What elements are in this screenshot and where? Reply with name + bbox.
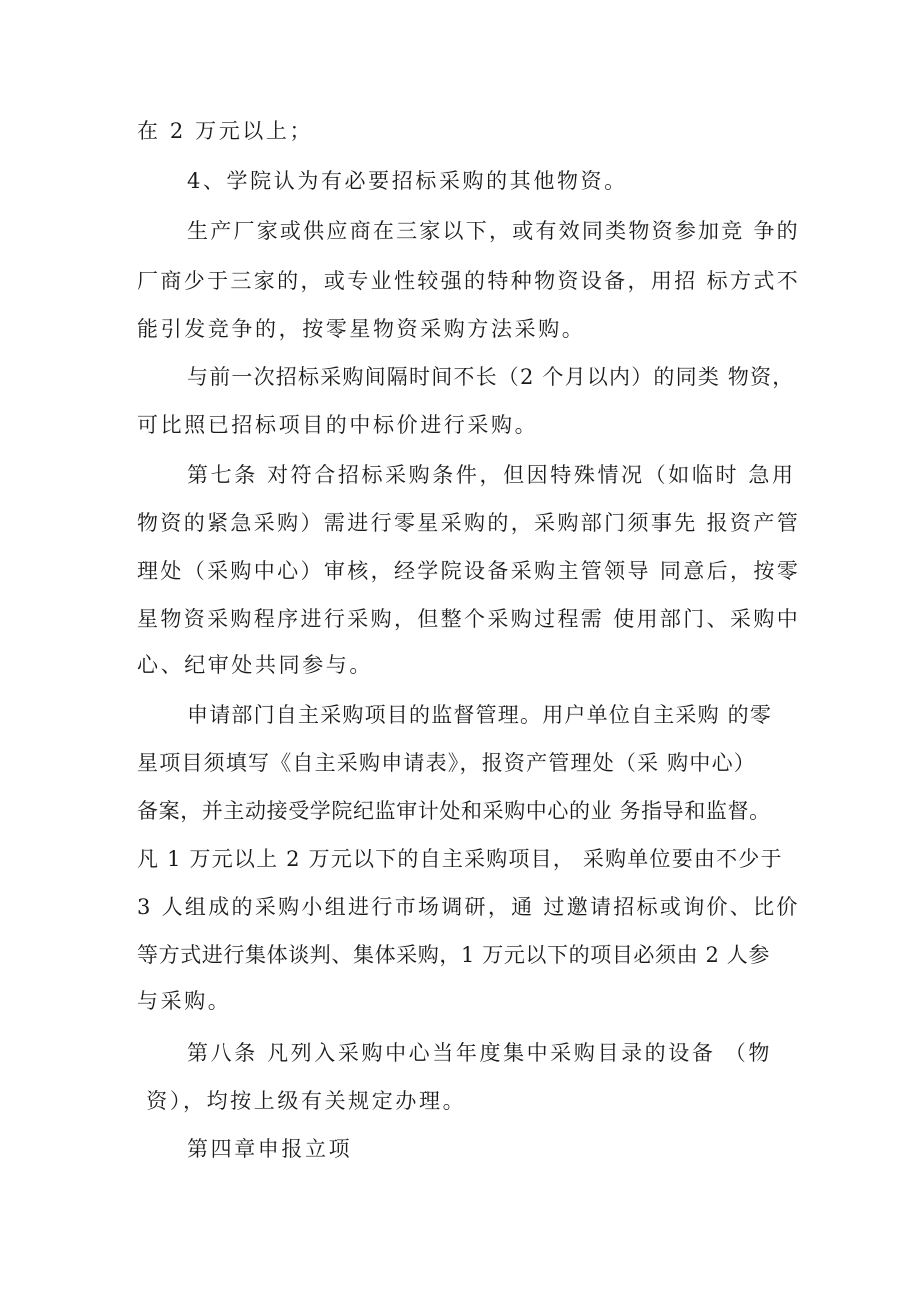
text-line: 在 2 万元以上； (137, 119, 314, 143)
text-line: 星项目须填写《自主采购申请表》，报资产管理处（采 购中心） (137, 751, 756, 775)
text-line: 心、纪审处共同参与。 (137, 653, 373, 677)
text-line: 凡 1 万元以上 2 万元以下的自主采购项目， 采购单位要由不少于 (137, 847, 783, 871)
text-line: 4、学院认为有必要招标采购的其他物资。 (187, 169, 628, 193)
text-line: 第七条 对符合招标采购条件，但因特殊情况（如临时 急用 (187, 463, 796, 487)
text-line: 生产厂家或供应商在三家以下，或有效同类物资参加竞 争的 (187, 219, 800, 243)
section-heading: 第四章申报立项 (187, 1137, 353, 1161)
text-line: 能引发竞争的，按零星物资采购方法采购。 (137, 317, 586, 341)
text-line: 等方式进行集体谈判、集体采购，1 万元以下的项目必须由 2 人参 (137, 943, 770, 967)
text-line: 与前一次招标采购间隔时间不长（2 个月以内）的同类 物资， (187, 365, 795, 389)
text-line: 申请部门自主采购项目的监督管理。用户单位自主采购 的零 (187, 703, 773, 727)
text-line: 3 人组成的采购小组进行市场调研，通 过邀请招标或询价、比价 (137, 895, 800, 919)
text-line: 可比照已招标项目的中标价进行采购。 (137, 413, 539, 437)
text-line: 理处（采购中心）审核，经学院设备采购主管领导 同意后，按零 (137, 559, 801, 583)
text-line: 资），均按上级有关规定办理。 (137, 1089, 467, 1113)
text-line: 第八条 凡列入采购中心当年度集中采购目录的设备 （物 (187, 1041, 772, 1065)
text-line: 物资的紧急采购）需进行零星采购的，采购部门须事先 报资产管 (137, 511, 801, 535)
text-line: 备案，并主动接受学院纪监审计处和采购中心的业 务指导和监督。 (137, 799, 771, 823)
text-line: 星物资采购程序进行采购，但整个采购过程需 使用部门、采购中 (137, 607, 801, 631)
text-line: 厂商少于三家的，或专业性较强的特种物资设备，用招 标方式不 (137, 269, 801, 293)
text-line: 与采购。 (137, 989, 232, 1013)
